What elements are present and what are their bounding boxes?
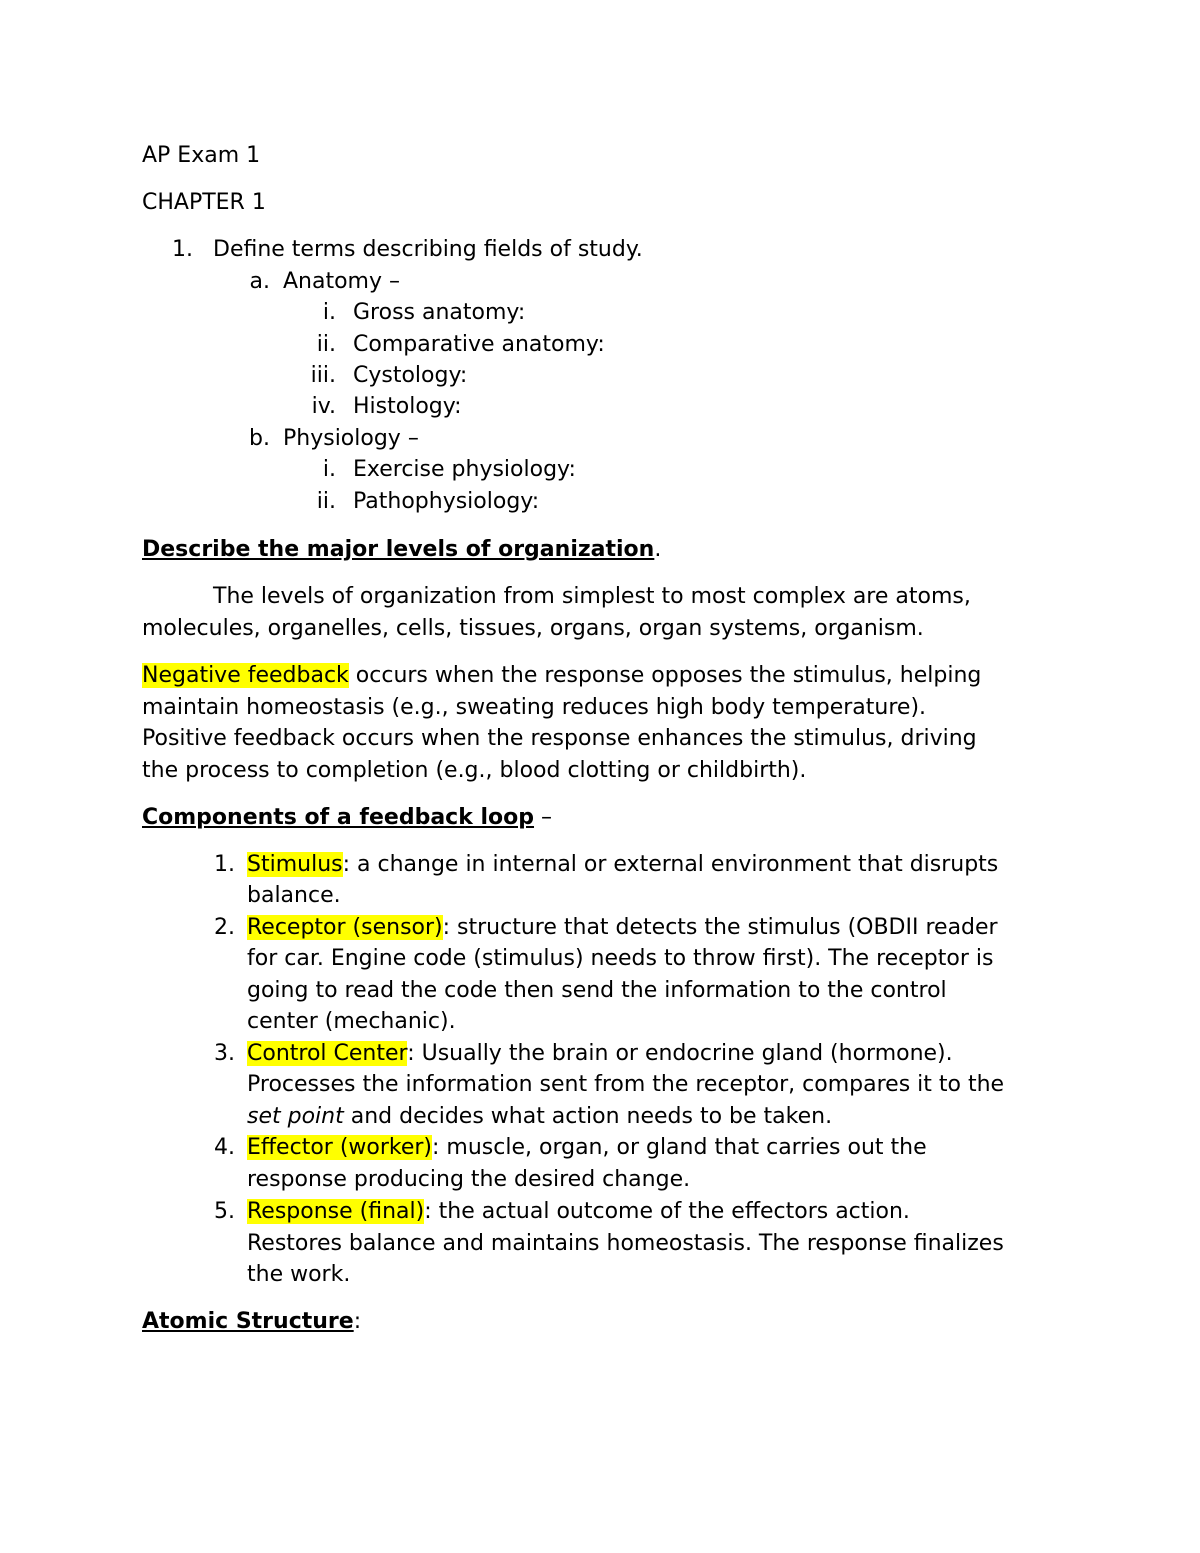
list-marker: ii. (316, 332, 336, 357)
highlighted-term: Response (final) (247, 1199, 425, 1224)
list-marker: iv. (311, 394, 336, 419)
list-item-text: Comparative anatomy: (353, 332, 605, 357)
list-item-text: : muscle, organ, or gland that carries out the (432, 1135, 927, 1160)
section-heading (142, 1306, 361, 1337)
paragraph-line: maintain homeostasis (e.g., sweating reduces high body temperature). (142, 695, 927, 720)
doc-title: AP Exam 1 (142, 143, 261, 168)
highlighted-term: Negative feedback (142, 663, 349, 688)
highlighted-term: Effector (worker) (247, 1135, 433, 1160)
list-item-text: Exercise physiology: (353, 457, 576, 482)
paragraph-line: Positive feedback occurs when the response enhances the stimulus, driving (142, 726, 977, 751)
paragraph-text: occurs when the response opposes the stimulus, helping (348, 663, 982, 688)
list-item-line: for car. Engine code (stimulus) needs to throw first). The receptor is (247, 946, 994, 971)
list-item-line: balance. (247, 883, 341, 908)
heading-punct: : (353, 1309, 362, 1334)
list-marker: 4. (214, 1135, 235, 1160)
paragraph-line (142, 660, 981, 691)
paragraph-line: molecules, organelles, cells, tissues, organs, organ systems, organism. (142, 616, 924, 641)
highlighted-term: Receptor (sensor) (247, 915, 443, 940)
highlighted-term: Control Center (247, 1041, 408, 1066)
list-item-text: Define terms describing fields of study. (213, 237, 643, 262)
heading-punct: – (534, 805, 553, 830)
highlighted-term: Stimulus (247, 852, 343, 877)
list-item-line (247, 1132, 927, 1163)
paragraph-line: the process to completion (e.g., blood clotting or childbirth). (142, 758, 807, 783)
list-item-text: : structure that detects the stimulus (OBDII reader (442, 915, 998, 940)
section-heading (142, 802, 552, 833)
list-marker: iii. (310, 363, 336, 388)
list-item-text: : Usually the brain or endocrine gland (hormone). (407, 1041, 953, 1066)
list-item-text: Physiology – (283, 426, 419, 451)
paragraph-line: The levels of organization from simplest to most complex are atoms, (213, 584, 971, 609)
list-marker: ii. (316, 489, 336, 514)
list-marker: i. (322, 457, 336, 482)
heading-text: Describe the major levels of organization (142, 537, 655, 562)
list-item-line (247, 1196, 910, 1227)
list-item-text: and decides what action needs to be taken. (343, 1104, 833, 1129)
list-item-text: Cystology: (353, 363, 468, 388)
list-item-line: response producing the desired change. (247, 1167, 691, 1192)
list-item-text: : a change in internal or external environment that disrupts (342, 852, 999, 877)
list-marker: 2. (214, 915, 235, 940)
list-item-text: Gross anatomy: (353, 300, 526, 325)
list-item-text: : the actual outcome of the effectors action. (424, 1199, 910, 1224)
chapter-heading: CHAPTER 1 (142, 190, 266, 215)
list-marker: 1. (214, 852, 235, 877)
list-item-line: Processes the information sent from the receptor, compares it to the (247, 1072, 1005, 1097)
list-item-line: the work. (247, 1262, 351, 1287)
list-item-text: Histology: (353, 394, 462, 419)
list-item-text: Pathophysiology: (353, 489, 540, 514)
list-marker: 5. (214, 1199, 235, 1224)
list-marker: 1. (172, 237, 193, 262)
list-item-text: Anatomy – (283, 269, 401, 294)
list-item-line (247, 912, 998, 943)
list-item-line (247, 1038, 953, 1069)
italic-term: set point (247, 1104, 344, 1129)
list-marker: 3. (214, 1041, 235, 1066)
list-item-line: Restores balance and maintains homeostasis. The response finalizes (247, 1231, 1004, 1256)
heading-text: Components of a feedback loop (142, 805, 535, 830)
list-marker: a. (249, 269, 270, 294)
list-item-line: going to read the code then send the information to the control (247, 978, 947, 1003)
list-item-line (247, 1101, 832, 1132)
list-marker: b. (249, 426, 270, 451)
list-item-line: center (mechanic). (247, 1009, 456, 1034)
list-marker: i. (322, 300, 336, 325)
heading-punct: . (654, 537, 662, 562)
heading-text: Atomic Structure (142, 1309, 354, 1334)
list-item-line (247, 849, 998, 880)
section-heading (142, 534, 661, 565)
